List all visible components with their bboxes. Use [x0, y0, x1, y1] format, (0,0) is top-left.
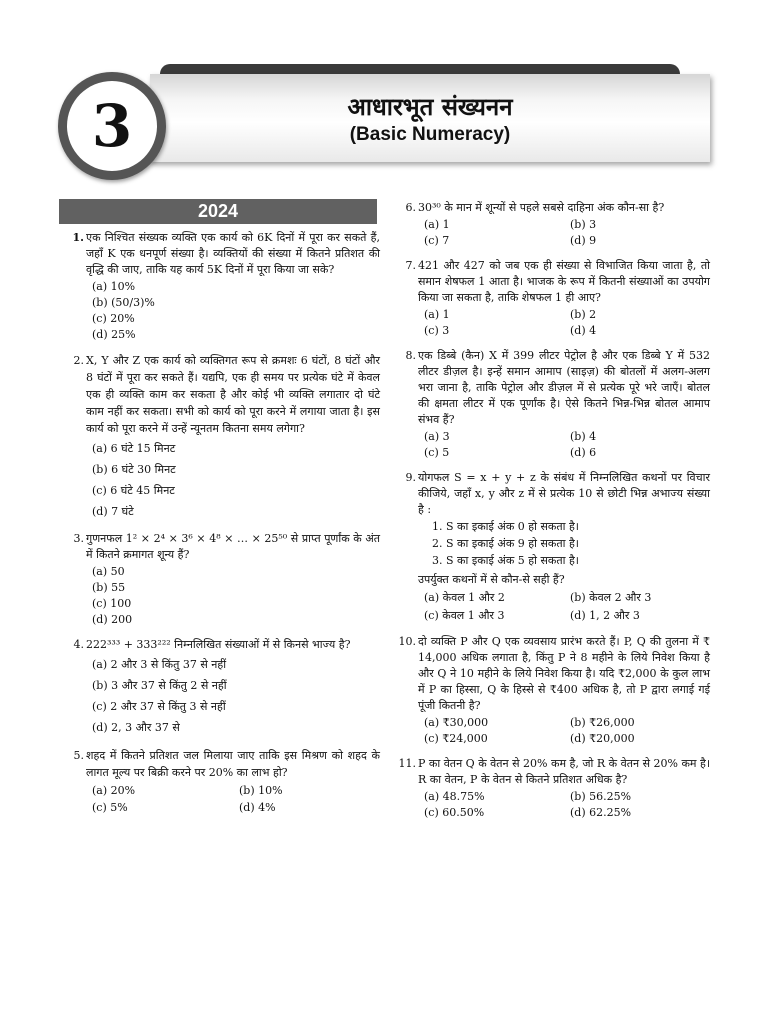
option-a: (a) केवल 1 और 2 [424, 591, 505, 604]
option-a: (a) ₹30,000 [424, 716, 489, 729]
question-text: योगफल S = x + y + z के संबंध में निम्नलिखित कथनों पर विचार कीजिये, जहाँ x, y और z में से प्रत्येक 10 से छोटी भिन्न अभाज्य संख्या है : [418, 471, 710, 516]
question-text: 222³³³ + 333²²² निम्नलिखित संख्याओं में से किनसे भाज्य है? [86, 638, 351, 651]
option-a: (a) 1 [424, 308, 450, 321]
chapter-title-hindi: आधारभूत संख्यनन [347, 93, 513, 121]
option-b: (b) ₹26,000 [570, 716, 635, 729]
option-d: (d) 6 [570, 446, 597, 459]
options [86, 782, 380, 816]
option-a: (a) 48.75% [424, 790, 485, 803]
option-b: (b) 2 [570, 308, 597, 321]
question-text: एक निश्चित संख्यक व्यक्ति एक कार्य को 6K दिनों में पूरा कर सकते हैं, जहाँ K एक धनपूर्ण संख्या है। व्यक्तियों की संख्या में कितने प्रतिशत की वृद्धि की जाए, ताकि यह कार्य 5K दिनों में पूरा किया जा सके? [86, 231, 380, 276]
option-a: (a) 20% [92, 784, 136, 797]
question-3 [72, 531, 380, 628]
option-c: (c) 2 और 37 से किंतु 3 से नहीं [92, 700, 226, 713]
statement-3: 3. S का इकाई अंक 5 हो सकता है। [432, 554, 579, 567]
options [418, 589, 710, 625]
option-c: (c) 3 [424, 324, 450, 337]
option-b: (b) 3 [570, 218, 597, 231]
option-b: (b) केवल 2 और 3 [570, 591, 652, 604]
options [418, 715, 710, 747]
option-b: (b) 10% [239, 784, 283, 797]
question-text: 30³⁰ के मान में शून्यों से पहले सबसे दाहिना अंक कौन-सा है? [418, 201, 665, 214]
option-b: (b) 3 और 37 से किंतु 2 से नहीं [92, 679, 227, 692]
option-d: (d) 7 घंटे [92, 505, 134, 518]
question-11 [398, 756, 710, 821]
question-9 [404, 470, 710, 625]
options [418, 217, 710, 249]
option-a: (a) 10% [92, 280, 136, 293]
question-number: 9. [405, 471, 416, 484]
option-d: (d) 200 [92, 613, 133, 626]
chapter-title-english: (Basic Numeracy) [349, 124, 511, 145]
option-c: (c) केवल 1 और 3 [424, 609, 505, 622]
right-column [398, 200, 710, 830]
question-text: दो व्यक्ति P और Q एक व्यवसाय प्रारंभ करते हैं। P, Q की तुलना में ₹ 14,000 अधिक लगाता है, किंतु P ने 8 महीने के लिये निवेश किया है और Q ने 10 महीने के लिये निवेश किया है। यदि ₹2,000 के कुल लाभ में P का हिस्सा, Q के हिस्से से ₹400 अधिक है, तो P द्वारा लगाई गई पूंजी कितनी है? [418, 635, 710, 712]
option-b: (b) 4 [570, 430, 597, 443]
question-text: गुणनफल 1² × 2⁴ × 3⁶ × 4⁸ × … × 25⁵⁰ से प्राप्त पूर्णांक के अंत में कितने क्रमागत शून्य हैं? [86, 532, 380, 561]
option-a: (a) 3 [424, 430, 450, 443]
option-a: (a) 50 [92, 565, 125, 578]
question-1 [72, 230, 380, 343]
question-number: 7. [405, 259, 416, 272]
option-c: (c) 5 [424, 446, 450, 459]
question-number: 5. [73, 749, 84, 762]
option-c: (c) 5% [92, 801, 128, 814]
question-text: शहद में कितने प्रतिशत जल मिलाया जाए ताकि इस मिश्रण को शहद के लागत मूल्य पर बिक्री करने पर 20% का लाभ हो? [86, 749, 380, 779]
left-column [72, 230, 380, 825]
option-b: (b) (50/3)% [92, 296, 155, 309]
question-number: 1. [72, 231, 84, 244]
question-text: X, Y और Z एक कार्य को व्यक्तिगत रूप से क्रमशः 6 घंटों, 8 घंटों और 8 घंटों में पूरा कर सकते हैं। यद्यपि, एक ही समय पर प्रत्येक घंटे में केवल एक ही व्यक्ति काम कर सकता है और कोई भी व्यक्ति लगातार दो घंटे काम नहीं कर सकता। सभी को कार्य को पूरा करने में लगाया जाता है। इस कार्य को पूरा करने में उन्हें न्यूनतम कितना समय लगेगा? [86, 354, 380, 435]
question-prompt: उपर्युक्त कथनों में से कौन-से सही हैं? [418, 573, 565, 586]
option-c: (c) 6 घंटे 45 मिनट [92, 484, 175, 497]
option-d: (d) 62.25% [570, 806, 632, 819]
question-number: 4. [73, 638, 84, 651]
options [418, 789, 710, 821]
option-d: (d) 9 [570, 234, 597, 247]
question-7 [404, 258, 710, 339]
question-5 [72, 747, 380, 816]
chapter-number: 3 [67, 81, 157, 171]
question-number: 3. [73, 532, 84, 545]
option-a: (a) 6 घंटे 15 मिनट [92, 442, 176, 455]
options [86, 654, 380, 738]
option-b: (b) 56.25% [570, 790, 632, 803]
statement-2: 2. S का इकाई अंक 9 हो सकता है। [432, 537, 579, 550]
option-c: (c) 60.50% [424, 806, 485, 819]
options [86, 438, 380, 522]
question-6 [404, 200, 710, 249]
options [86, 564, 380, 628]
option-b: (b) 6 घंटे 30 मिनट [92, 463, 176, 476]
statement-list [418, 519, 710, 569]
option-b: (b) 55 [92, 581, 126, 594]
option-d: (d) 4 [570, 324, 597, 337]
options [418, 307, 710, 339]
question-8 [404, 348, 710, 461]
option-c: (c) 100 [92, 597, 132, 610]
option-c: (c) 7 [424, 234, 450, 247]
options [86, 279, 380, 343]
option-a: (a) 2 और 3 से किंतु 37 से नहीं [92, 658, 227, 671]
question-2 [72, 352, 380, 522]
question-number: 6. [405, 201, 416, 214]
option-d: (d) 4% [239, 801, 276, 814]
option-d: (d) 1, 2 और 3 [570, 609, 640, 622]
question-4 [72, 637, 380, 738]
option-d: (d) 2, 3 और 37 से [92, 721, 180, 734]
option-d: (d) ₹20,000 [570, 732, 635, 745]
option-c: (c) ₹24,000 [424, 732, 488, 745]
question-10 [398, 634, 710, 747]
option-d: (d) 25% [92, 328, 136, 341]
question-number: 10. [398, 635, 416, 648]
question-text: P का वेतन Q के वेतन से 20% कम है, जो R के वेतन से 20% कम है। R का वेतन, P के वेतन से कितने प्रतिशत अधिक है? [418, 757, 710, 786]
question-number: 11. [398, 757, 416, 770]
option-c: (c) 20% [92, 312, 135, 325]
question-text: 421 और 427 को जब एक ही संख्या से विभाजित किया जाता है, तो समान शेषफल 1 आता है। भाजक के रूप में कितनी संख्याओं का उपयोग किया जा सकता है, ताकि शेषफल 1 ही आए? [418, 259, 710, 304]
year-heading: 2024 [59, 199, 377, 224]
option-a: (a) 1 [424, 218, 450, 231]
question-number: 2. [73, 354, 84, 367]
statement-1: 1. S का इकाई अंक 0 हो सकता है। [432, 520, 579, 533]
question-number: 8. [405, 349, 416, 362]
options [418, 429, 710, 461]
question-text: एक डिब्बे (कैन) X में 399 लीटर पेट्रोल है और एक डिब्बे Y में 532 लीटर डीज़ल है। इन्हें समान आमाप (साइज़) की बोतलों में अलग-अलग भरा जाना है, ताकि पेट्रोल और डीज़ल में से प्रत्येक पूरे भरे जाएँ। बोतल की क्षमता लीटर में एक पूर्णांक है। ऐसे कितने भिन्न-भिन्न बोतल आमाप संभव हैं? [418, 349, 710, 426]
